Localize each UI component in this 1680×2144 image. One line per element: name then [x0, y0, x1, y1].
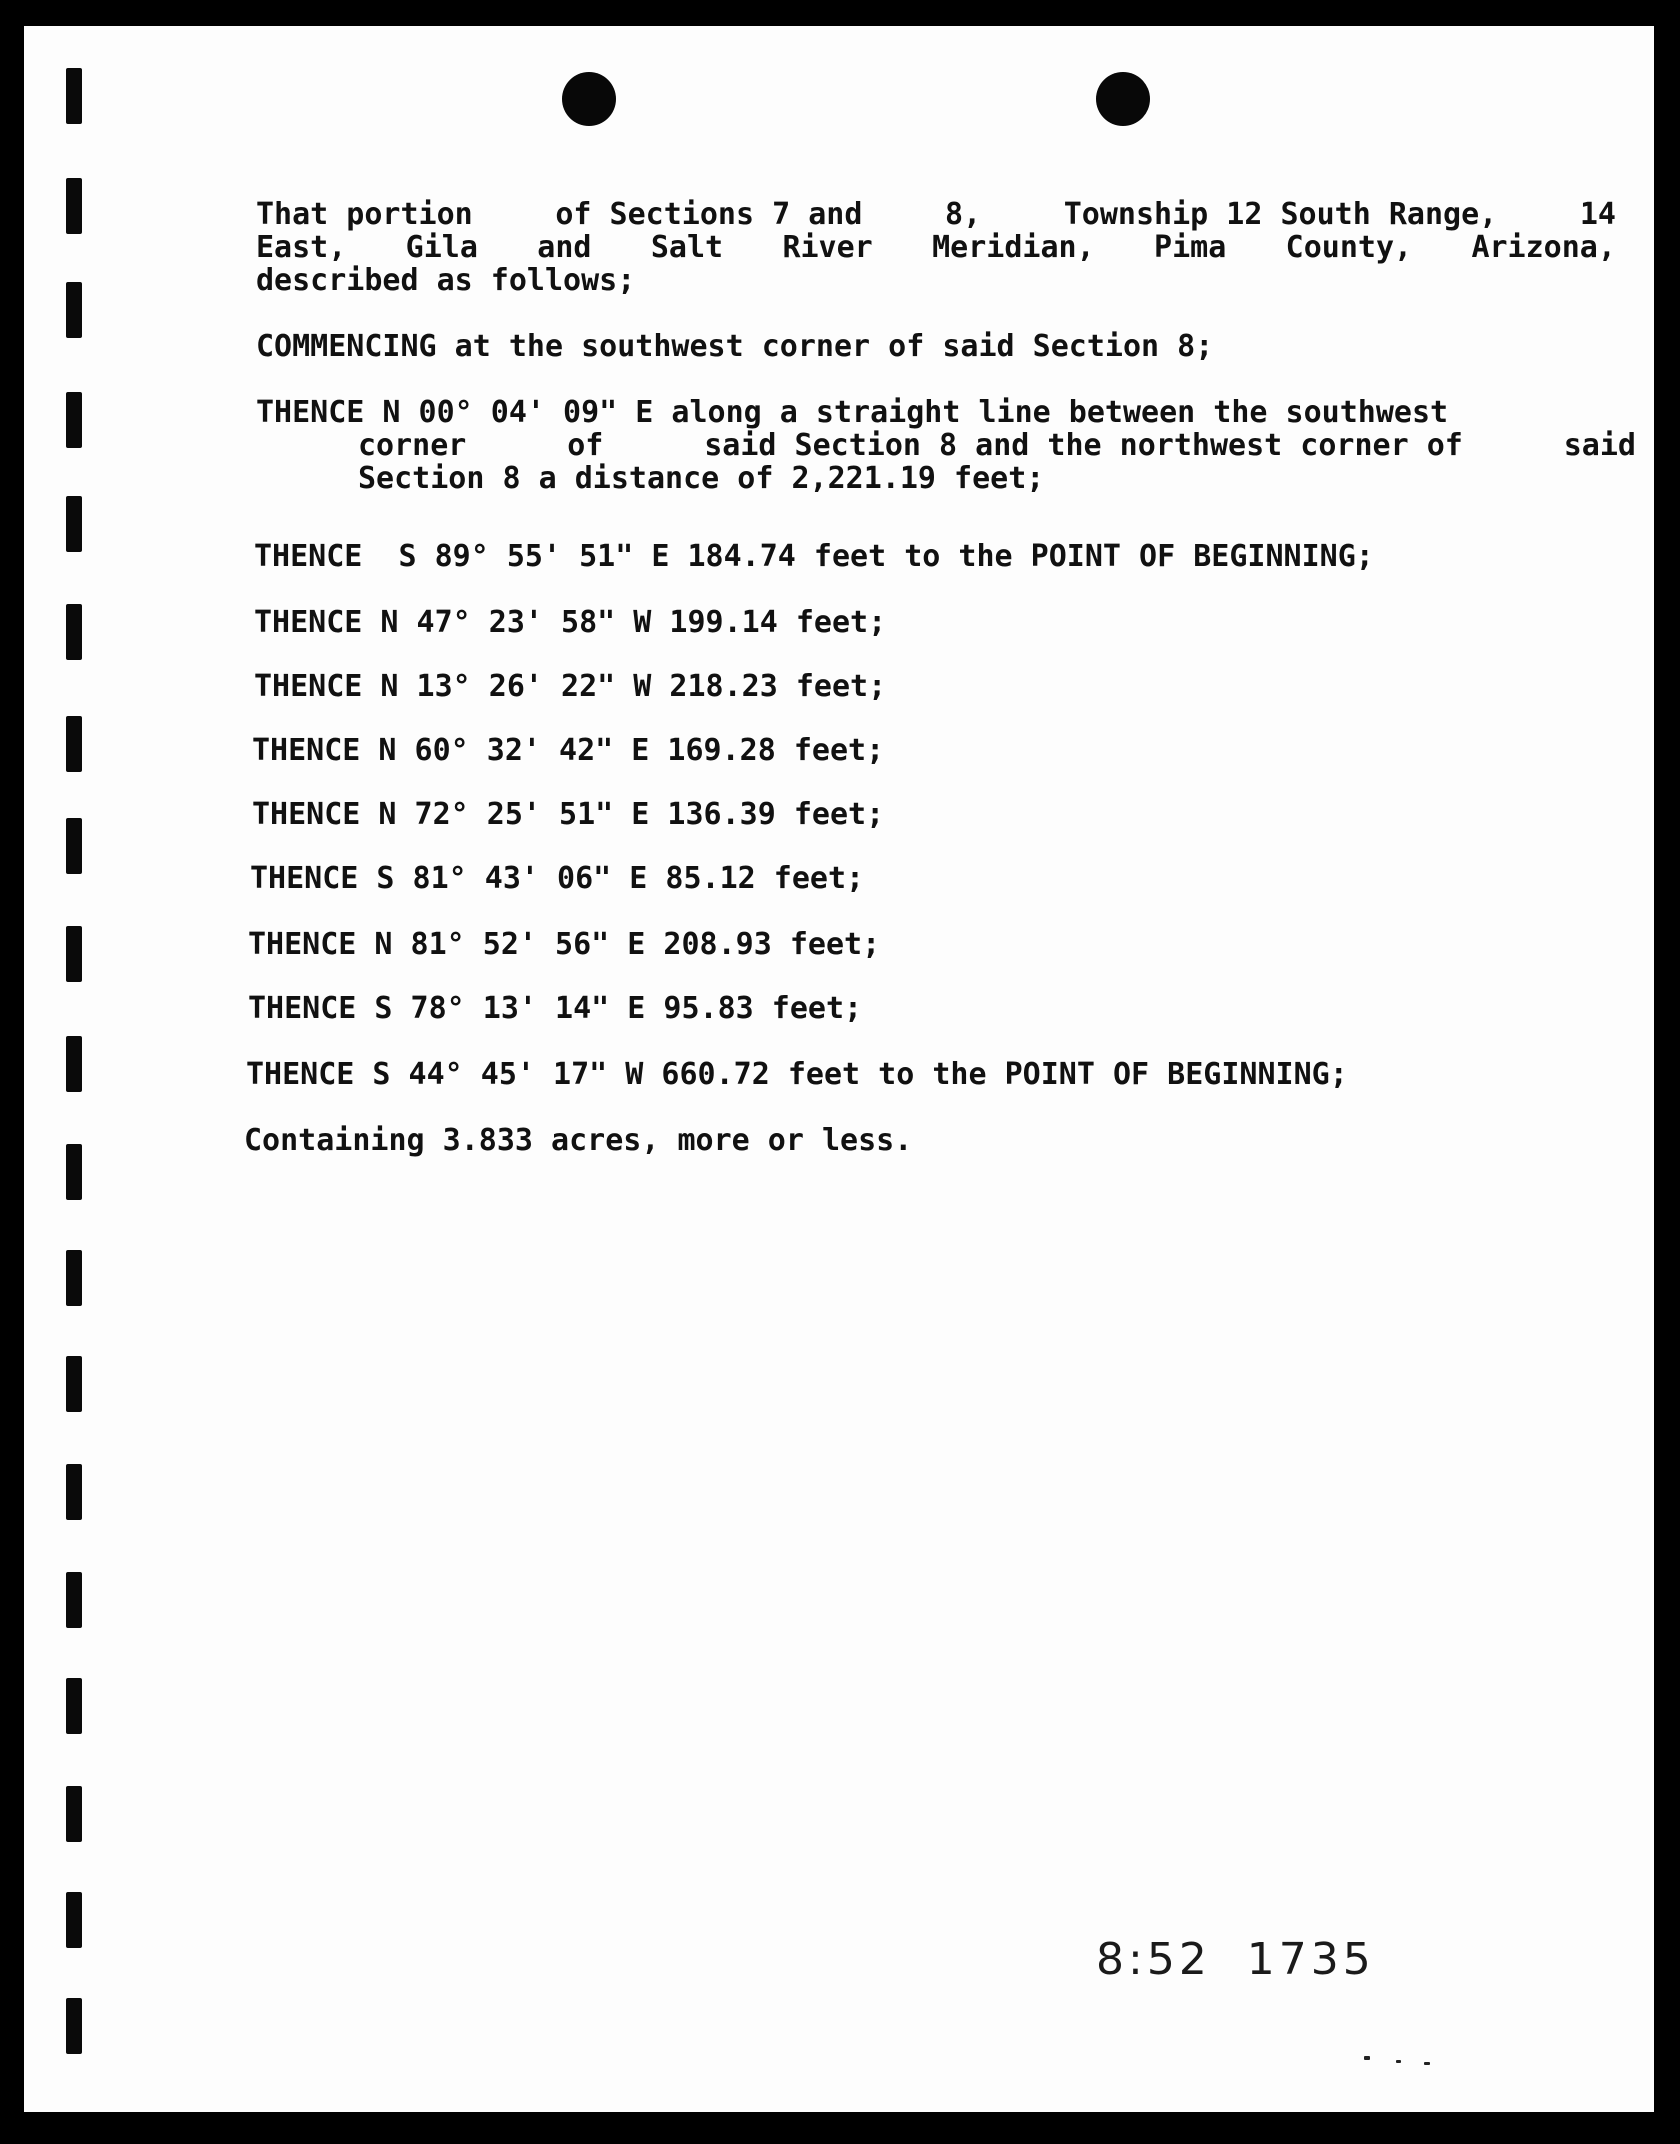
document-page	[24, 26, 1654, 2112]
first-course-line-3	[256, 462, 1636, 495]
course-line: THENCE S 89° 55' 51" E 184.74 feet to the POINT OF BEGINNING;	[254, 539, 1374, 574]
filing-stamp	[1096, 1934, 1375, 1985]
course-word: of	[567, 428, 604, 463]
intro-word: and	[537, 230, 592, 265]
intro-word: 14	[1579, 197, 1616, 232]
course-line: THENCE S 44° 45' 17" W 660.72 feet to the POINT OF BEGINNING;	[246, 1057, 1348, 1092]
intro-paragraph	[256, 198, 1616, 297]
intro-word: Township 12 South Range,	[1063, 197, 1498, 232]
intro-word: Arizona,	[1471, 230, 1616, 265]
intro-line-3	[256, 264, 1616, 297]
course-line: THENCE N 81° 52' 56" E 208.93 feet;	[248, 927, 881, 962]
stamp-page: 1735	[1246, 1934, 1375, 1985]
intro-word: East,	[256, 230, 347, 265]
course-line: THENCE S 81° 43' 06" E 85.12 feet;	[250, 861, 865, 896]
intro-line-1	[256, 198, 1616, 231]
intro-word: Pima	[1154, 230, 1227, 265]
intro-word: Salt	[650, 230, 724, 265]
course-word: Section 8 a distance of 2,221.19 feet;	[358, 461, 1045, 496]
course-line: THENCE N 72° 25' 51" E 136.39 feet;	[252, 797, 885, 832]
scan-speck	[1396, 2060, 1401, 2063]
scan-speck	[1364, 2056, 1370, 2060]
course-word: said	[1563, 428, 1636, 463]
course-line: THENCE N 13° 26' 22" W 218.23 feet;	[254, 669, 887, 704]
course-word: corner	[358, 428, 467, 463]
course-line: THENCE S 78° 13' 14" E 95.83 feet;	[248, 991, 863, 1026]
course-word: said Section 8 and the northwest corner of	[704, 428, 1463, 463]
intro-word: of Sections 7 and	[555, 197, 863, 232]
stamp-docket: 8:52	[1096, 1934, 1211, 1985]
intro-word: That portion	[256, 197, 473, 232]
intro-word: County,	[1285, 230, 1413, 265]
intro-word: described as follows;	[256, 263, 636, 298]
intro-line-2	[256, 231, 1616, 264]
intro-word: 8,	[945, 197, 982, 232]
course-line: THENCE N 60° 32' 42" E 169.28 feet;	[252, 733, 885, 768]
scan-speck	[1424, 2062, 1430, 2065]
intro-word: River	[782, 230, 873, 265]
first-course-line-2	[256, 429, 1636, 462]
first-course	[256, 396, 1636, 495]
first-course-line-1: THENCE N 00° 04' 09" E along a straight line between the southwest	[256, 395, 1449, 430]
course-line: THENCE N 47° 23' 58" W 199.14 feet;	[254, 605, 887, 640]
containing-line: Containing 3.833 acres, more or less.	[244, 1123, 913, 1158]
intro-word: Meridian,	[932, 230, 1095, 265]
intro-word: Gila	[405, 230, 478, 265]
legal-description	[24, 26, 1654, 2112]
commencing-line: COMMENCING at the southwest corner of said Section 8;	[256, 329, 1214, 364]
